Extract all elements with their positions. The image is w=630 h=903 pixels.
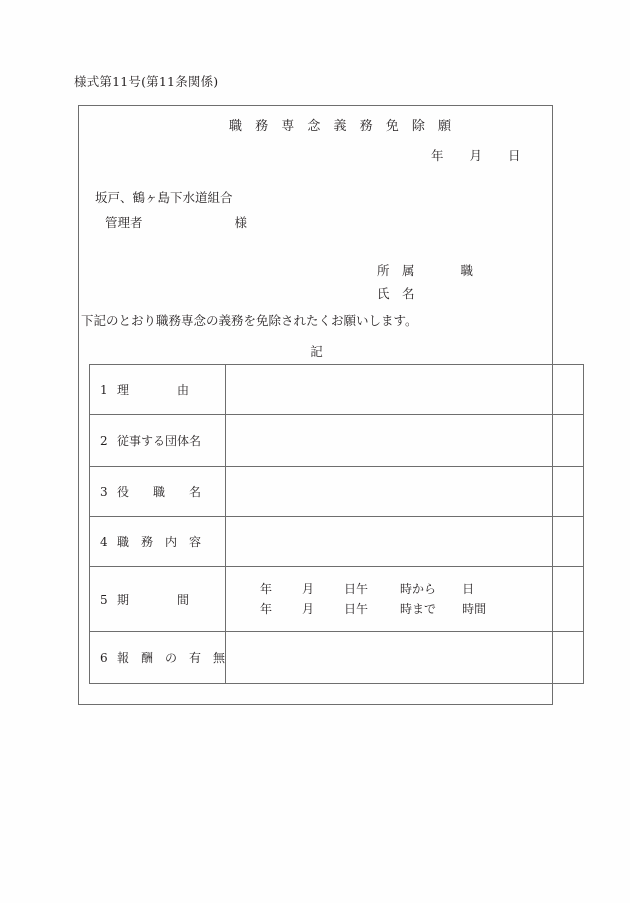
applicant-affiliation-line <box>377 261 473 279</box>
addressee-role-label: 管理者 <box>105 215 143 230</box>
row-label-text: 期 間 <box>117 592 190 607</box>
row-value-cell[interactable] <box>226 467 584 517</box>
row-value-cell[interactable] <box>226 517 584 567</box>
row-number: 5 <box>100 592 108 607</box>
form-entries-table <box>89 364 584 684</box>
row-number: 2 <box>100 434 108 448</box>
period-to-month: 月 <box>302 602 315 616</box>
ki-mark: 記 <box>310 344 323 359</box>
period-from-day-half: 日午 <box>344 582 369 596</box>
period-days-unit: 日 <box>462 582 475 596</box>
row-label-cell <box>90 467 226 517</box>
row-value-cell[interactable] <box>226 365 584 415</box>
period-from-year: 年 <box>260 582 273 596</box>
row-label-cell <box>90 567 226 632</box>
period-from-time: 時から <box>400 582 437 596</box>
period-value-cell[interactable] <box>226 567 584 632</box>
table-row <box>90 365 584 415</box>
row-number: 3 <box>100 485 108 499</box>
form-number-label: 様式第11号(第11条関係) <box>74 74 219 89</box>
period-line-from <box>260 579 583 599</box>
date-year-label: 年 <box>431 148 444 163</box>
request-statement: 下記のとおり職務専念の義務を免除されたくお願いします。 <box>81 313 418 328</box>
table-row <box>90 517 584 567</box>
applicant-name-label: 氏 名 <box>377 286 415 301</box>
row-label-text: 従事する団体名 <box>117 434 202 448</box>
row-label-cell <box>90 415 226 467</box>
table-row <box>90 567 584 632</box>
row-label-text: 報 酬 の 有 無 <box>117 651 226 665</box>
date-day-label: 日 <box>508 148 521 163</box>
period-hours-unit: 時間 <box>462 602 487 616</box>
row-label-text: 職 務 内 容 <box>117 535 202 549</box>
applicant-position-label: 職 <box>460 263 474 278</box>
period-to-day-half: 日午 <box>344 602 369 616</box>
row-label-text: 理 由 <box>117 383 190 397</box>
row-number: 4 <box>100 535 108 549</box>
date-month-label: 月 <box>469 148 483 163</box>
row-value-cell[interactable] <box>226 632 584 684</box>
row-number: 1 <box>100 383 108 397</box>
row-label-cell <box>90 365 226 415</box>
row-number: 6 <box>100 651 108 665</box>
table-row <box>90 467 584 517</box>
row-label-cell <box>90 632 226 684</box>
row-value-cell[interactable] <box>226 415 584 467</box>
applicant-affiliation-label: 所 属 <box>377 263 415 278</box>
addressee-organization: 坂戸、鶴ヶ島下水道組合 <box>95 190 233 205</box>
addressee-role-line <box>105 213 247 231</box>
document-title: 職 務 専 念 義 務 免 除 願 <box>229 119 456 134</box>
table-row <box>90 632 584 684</box>
row-label-cell <box>90 517 226 567</box>
period-to-year: 年 <box>260 602 273 616</box>
addressee-honorific: 様 <box>234 215 248 230</box>
period-line-to <box>260 599 583 619</box>
date-line <box>431 146 521 164</box>
row-label-text: 役 職 名 <box>117 485 202 499</box>
table-row <box>90 415 584 467</box>
form-outer-border <box>78 105 553 705</box>
period-from-month: 月 <box>302 582 315 596</box>
period-to-time: 時まで <box>400 602 437 616</box>
